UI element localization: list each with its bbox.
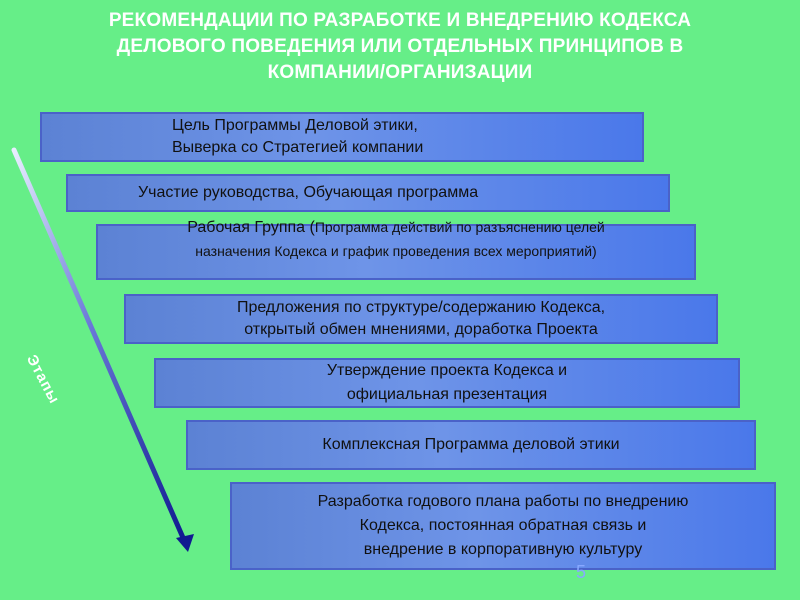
- page-number: 5: [576, 562, 587, 582]
- step-2-line-1: Участие руководства, Обучающая программа: [138, 184, 479, 201]
- step-7-box: [230, 482, 776, 570]
- step-2-box: [66, 174, 670, 212]
- step-4-line-2: открытый обмен мнениями, доработка Проекта: [244, 321, 598, 338]
- step-6-line-1: Комплексная Программа деловой этики: [322, 436, 620, 453]
- step-7-line-3: внедрение в корпоративную культуру: [363, 541, 643, 558]
- step-7-line-1: Разработка годового плана работы по внедрению: [317, 493, 689, 510]
- title-line-1: РЕКОМЕНДАЦИИ ПО РАЗРАБОТКЕ И ВНЕДРЕНИЮ КОДЕКСА: [108, 10, 692, 31]
- step-5-box: [154, 358, 740, 408]
- step-3-box: [96, 219, 696, 280]
- step-6-box: [186, 420, 756, 470]
- step-3-line-3: назначения Кодекса и график проведения всех мероприятий): [195, 243, 597, 259]
- stages-arrow-head: [176, 534, 194, 552]
- step-4-line-1: Предложения по структуре/содержанию Кодекса,: [236, 299, 606, 316]
- stages-label: Этапы: [22, 352, 63, 407]
- step-1-line-2: Выверка со Стратегией компании: [172, 139, 424, 156]
- step-1-line-1: Цель Программы Деловой этики,: [172, 117, 418, 134]
- step-1-box: [40, 112, 644, 162]
- step-3-line-2: Программа действий по разъяснению целей: [314, 219, 605, 235]
- step-4-box: [124, 294, 718, 344]
- step-5-line-1: Утверждение проекта Кодекса и: [326, 362, 568, 379]
- title-line-2: ДЕЛОВОГО ПОВЕДЕНИЯ ИЛИ ОТДЕЛЬНЫХ ПРИНЦИПОВ В: [116, 36, 684, 57]
- title-line-3: КОМПАНИИ/ОРГАНИЗАЦИИ: [267, 62, 533, 83]
- step-5-line-2: официальная презентация: [346, 386, 548, 403]
- step-3-line-1: Рабочая Группа (: [187, 219, 315, 236]
- step-7-line-2: Кодекса, постоянная обратная связь и: [359, 517, 647, 534]
